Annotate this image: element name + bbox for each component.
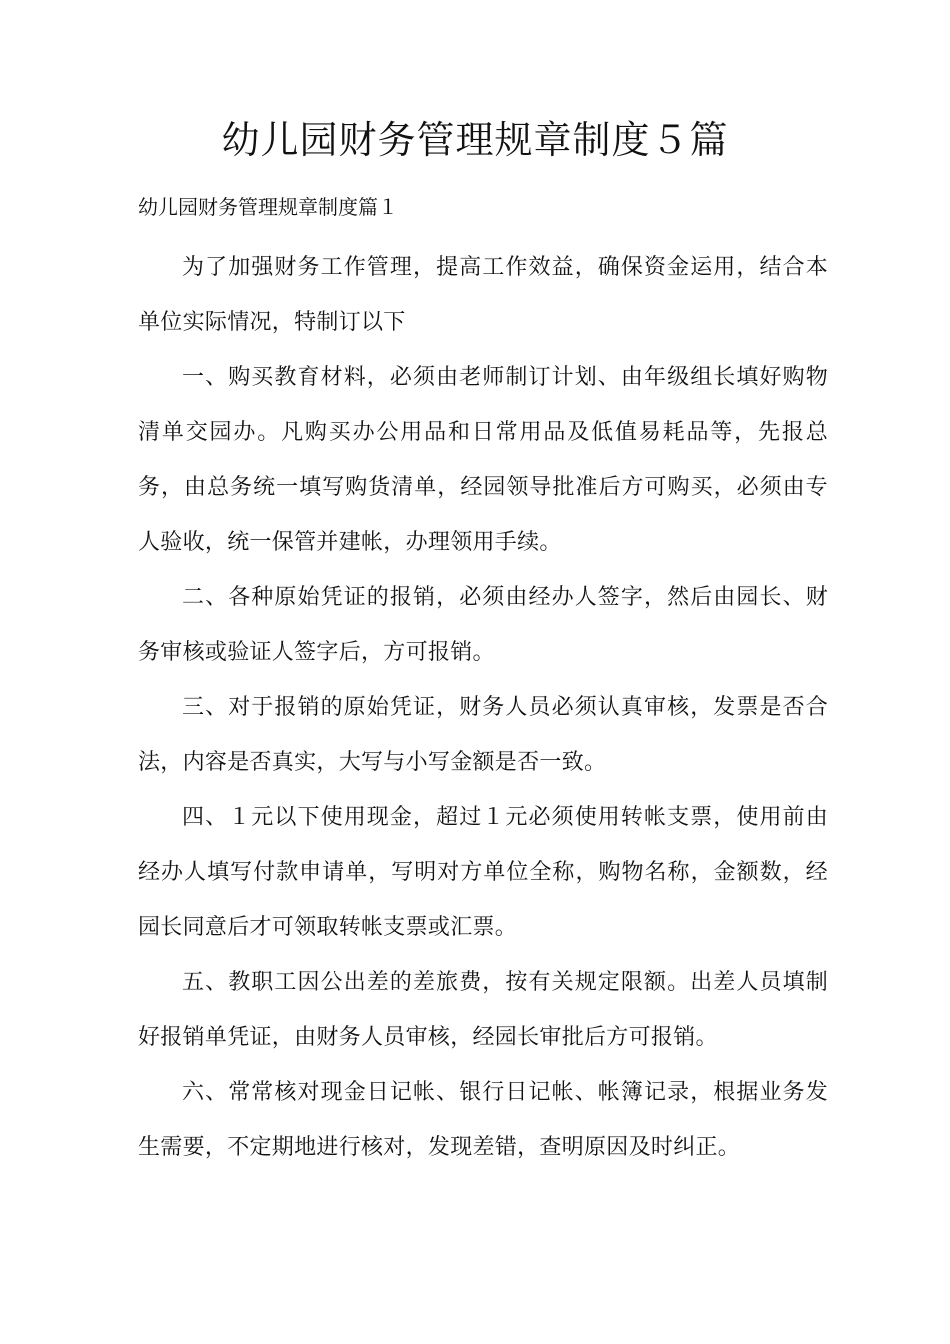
document-body xyxy=(138,240,828,1175)
paragraph-item-3: 三、对于报销的原始凭证，财务人员必须认真审核，发票是否合法，内容是否真实，大写与小写金额是否一致。 xyxy=(138,695,828,775)
paragraph-item-6: 六、常常核对现金日记帐、银行日记帐、帐簿记录，根据业务发生需要，不定期地进行核对，发现差错，查明原因及时纠正。 xyxy=(138,1080,828,1160)
section-heading: 幼儿园财务管理规章制度篇１ xyxy=(138,195,398,219)
paragraph-item-4: 四、１元以下使用现金，超过１元必须使用转帐支票，使用前由经办人填写付款申请单，写明对方单位全称，购物名称，金额数，经园长同意后才可领取转帐支票或汇票。 xyxy=(138,805,828,940)
paragraph-intro: 为了加强财务工作管理，提高工作效益，确保资金运用，结合本单位实际情况，特制订以下 xyxy=(138,255,828,335)
document-title: 幼儿园财务管理规章制度５篇 xyxy=(221,118,729,162)
paragraph-item-1: 一、购买教育材料，必须由老师制订计划、由年级组长填好购物清单交园办。凡购买办公用品和日常用品及低值易耗品等，先报总务，由总务统一填写购货清单，经园领导批准后方可购买，必须由专人验收，统一保管并建帐，办理领用手续。 xyxy=(138,365,828,555)
paragraph-item-2: 二、各种原始凭证的报销，必须由经办人签字，然后由园长、财务审核或验证人签字后，方可报销。 xyxy=(138,585,828,665)
paragraph-item-5: 五、教职工因公出差的差旅费，按有关规定限额。出差人员填制好报销单凭证，由财务人员审核，经园长审批后方可报销。 xyxy=(138,970,828,1050)
